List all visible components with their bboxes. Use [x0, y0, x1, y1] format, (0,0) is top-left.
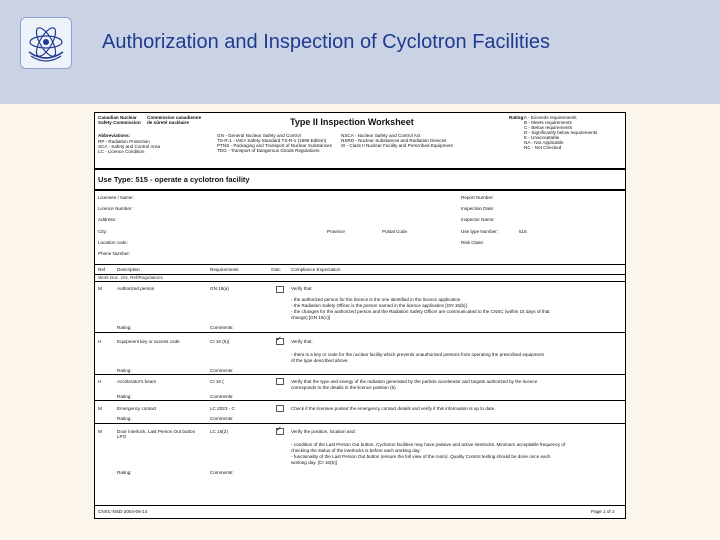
field-address: Address: — [98, 217, 117, 222]
row-ref: M — [98, 429, 102, 434]
field-inspector-name: Inspector Name: — [461, 217, 495, 222]
row-rating: Rating: — [117, 394, 132, 399]
inspection-worksheet — [94, 112, 626, 519]
outcome-checkbox[interactable] — [276, 378, 284, 385]
divider — [95, 400, 625, 401]
row-rating: Rating: — [117, 325, 132, 330]
check-mark-icon: ✓ — [276, 336, 282, 343]
agency-en-1: Canadian Nuclear — [98, 115, 137, 120]
divider — [95, 168, 625, 170]
row-requirement: GN 15(a) — [210, 286, 229, 291]
abbrev-3-2: NSRD - Nuclear Substances and Radiation Devices — [341, 138, 447, 143]
field-postal-code: Postal Code — [382, 229, 408, 234]
row-requirement: LC 16(2) — [210, 429, 228, 434]
row-detail: of the type described above. — [291, 358, 349, 363]
divider — [95, 189, 625, 191]
rating-legend-e: E - Unacceptable — [524, 135, 560, 140]
row-comments: Comments: — [210, 325, 234, 330]
use-type: Use Type: 515 - operate a cyclotron facility — [98, 175, 250, 184]
agency-en-2: Safety Commission — [98, 120, 141, 125]
field-risk-class: Risk Class: — [461, 240, 484, 245]
abbrev-2-2: TS-R-1 - IAEA Safety Standard TS-R-1 (1996 Edition) — [217, 138, 327, 143]
outcome-checkbox[interactable] — [276, 405, 284, 412]
check-mark-icon: ✓ — [276, 426, 282, 433]
slide-header — [0, 0, 720, 104]
rating-legend-d: D - Significantly below requirements — [524, 130, 598, 135]
row-description: Emergency contact — [117, 406, 157, 411]
abbrev-1-1: RP - Radiation Protection — [98, 139, 150, 144]
row-detail: working day. [CI 16(5)] — [291, 460, 337, 465]
row-description: Accelerator's beam — [117, 379, 157, 384]
row-rating: Rating: — [117, 368, 132, 373]
column-outcome: Outc — [271, 267, 281, 272]
agency-fr-1: Commission canadienne — [147, 115, 202, 120]
abbrev-2-3: PTNS - Packaging and Transport of Nuclear Substances — [217, 143, 332, 148]
column-description: Description — [117, 267, 140, 272]
abbrev-2-4: TDG - Transport of Dangerous Goods Regulations — [217, 148, 320, 153]
row-description: Authorized person — [117, 286, 155, 291]
row-ref: M — [98, 406, 102, 411]
row-detail: - there is a key or code for the nuclear facility which prevents unauthorized persons from operating the prescribed equipment — [291, 352, 544, 357]
rating-legend-na: NA - Not Applicable — [524, 140, 564, 145]
footer-page-number: Page 1 of 2 — [591, 509, 615, 514]
field-phone-number: Phone Number: — [98, 251, 131, 256]
row-ref: M — [98, 286, 102, 291]
divider — [95, 274, 625, 275]
row-ref: H — [98, 379, 102, 384]
rating-legend-c: C - Below requirements — [524, 125, 572, 130]
row-comments: Comments: — [210, 368, 234, 373]
divider — [95, 423, 625, 424]
row-verify: Verify that: — [291, 286, 313, 291]
row-verify: Verify that the type and energy of the radiation generated by the particle accelerator and targets authorized by the licence — [291, 379, 538, 384]
column-requirements: Requirements — [210, 267, 239, 272]
divider — [95, 374, 625, 375]
field-use-type-number-value: 515 — [519, 229, 527, 234]
row-detail: - functionality of the Last Person Out button (ensure the full view of the room). Quality Control testing should be done once each — [291, 454, 551, 459]
row-verify: Verify that: — [291, 339, 313, 344]
worksheet-title: Type II Inspection Worksheet — [290, 117, 414, 127]
agency-fr-2: de sûreté nucléaire — [147, 120, 189, 125]
divider — [95, 264, 625, 265]
field-licence-number: Licence Number: — [98, 206, 133, 211]
rating-legend-a: A - Exceeds requirements — [524, 115, 577, 120]
row-detail: corresponds to the details in the licence position (b) — [291, 385, 396, 390]
row-comments: Comments: — [210, 416, 234, 421]
field-inspection-date: Inspection Date: — [461, 206, 495, 211]
row-detail: - the authorized person for the licence is the one identified in the licence application — [291, 297, 461, 302]
row-detail: change) [GN 15(c)] — [291, 315, 331, 320]
field-city: City: — [98, 229, 108, 234]
section-row: Work Doc. GN, Ref/Regulations — [98, 275, 163, 280]
divider — [95, 332, 625, 333]
slide-title: Authorization and Inspection of Cyclotron Facilities — [102, 31, 551, 53]
abbreviations-title: Abbreviations: — [98, 133, 131, 138]
un-emblem-icon — [20, 17, 72, 69]
abbrev-3-3: SI - Class II Nuclear Facility and Prescribed Equipment — [341, 143, 453, 148]
column-compliance: Compliance Expectation — [291, 267, 341, 272]
row-verify: Check if the licensee posted the emergency contact details and verify if this information is up to date. — [291, 406, 496, 411]
row-rating: Rating: — [117, 470, 132, 475]
row-requirement: LC 2023 - C — [210, 406, 235, 411]
field-licensee-name: Licensee / Name: — [98, 195, 134, 200]
rating-legend-label: Rating: — [509, 115, 525, 120]
abbrev-1-3: LC - Licence Condition — [98, 149, 145, 154]
row-requirement: CI 16 (5)( — [210, 339, 230, 344]
outcome-checkbox[interactable] — [276, 286, 284, 293]
row-rating: Rating: — [117, 416, 132, 421]
rating-legend-b: B - Meets requirements — [524, 120, 572, 125]
divider — [95, 281, 625, 282]
row-description: Door interlock, Last Person Out button LPO — [117, 429, 196, 439]
footer-document-id: CNSC-NSD-2004-06-14 — [98, 509, 148, 514]
abbrev-3-1: NSCA - Nuclear Safety and Control Act — [341, 133, 421, 138]
row-detail: checking the status of the interlocks is before each working day. — [291, 448, 421, 453]
row-comments: Comments: — [210, 394, 234, 399]
field-province: Province — [327, 229, 345, 234]
rating-legend-nc: NC - Not Checked — [524, 145, 562, 150]
field-use-type-number: Use type Number: — [461, 229, 499, 234]
row-detail: - the changes for the authorized person and the Radiation Safety Officer are communicated to the CNSC (within 15 days of that — [291, 309, 550, 314]
abbrev-2-1: GN - General Nuclear Safety and Control — [217, 133, 301, 138]
abbrev-1-2: SCA - Safety and Control Area — [98, 144, 161, 149]
row-comments: Comments: — [210, 470, 234, 475]
row-verify: Verify the position, location and: — [291, 429, 356, 434]
row-description: Equipment key or access code — [117, 339, 180, 344]
row-requirement: CI 16 ( — [210, 379, 224, 384]
row-ref: H — [98, 339, 102, 344]
divider — [95, 505, 625, 506]
column-ref: Ref — [98, 267, 106, 272]
row-detail: - the Radiation Safety Officer is the person named in the licence application [GN 15(b)] — [291, 303, 467, 308]
row-detail: - condition of the Last Person Out button. Cyclotron facilities may have passive and active interlocks. Minimum acceptable frequency of — [291, 442, 566, 447]
field-location-code: Location code: — [98, 240, 128, 245]
field-report-number: Report Number: — [461, 195, 494, 200]
